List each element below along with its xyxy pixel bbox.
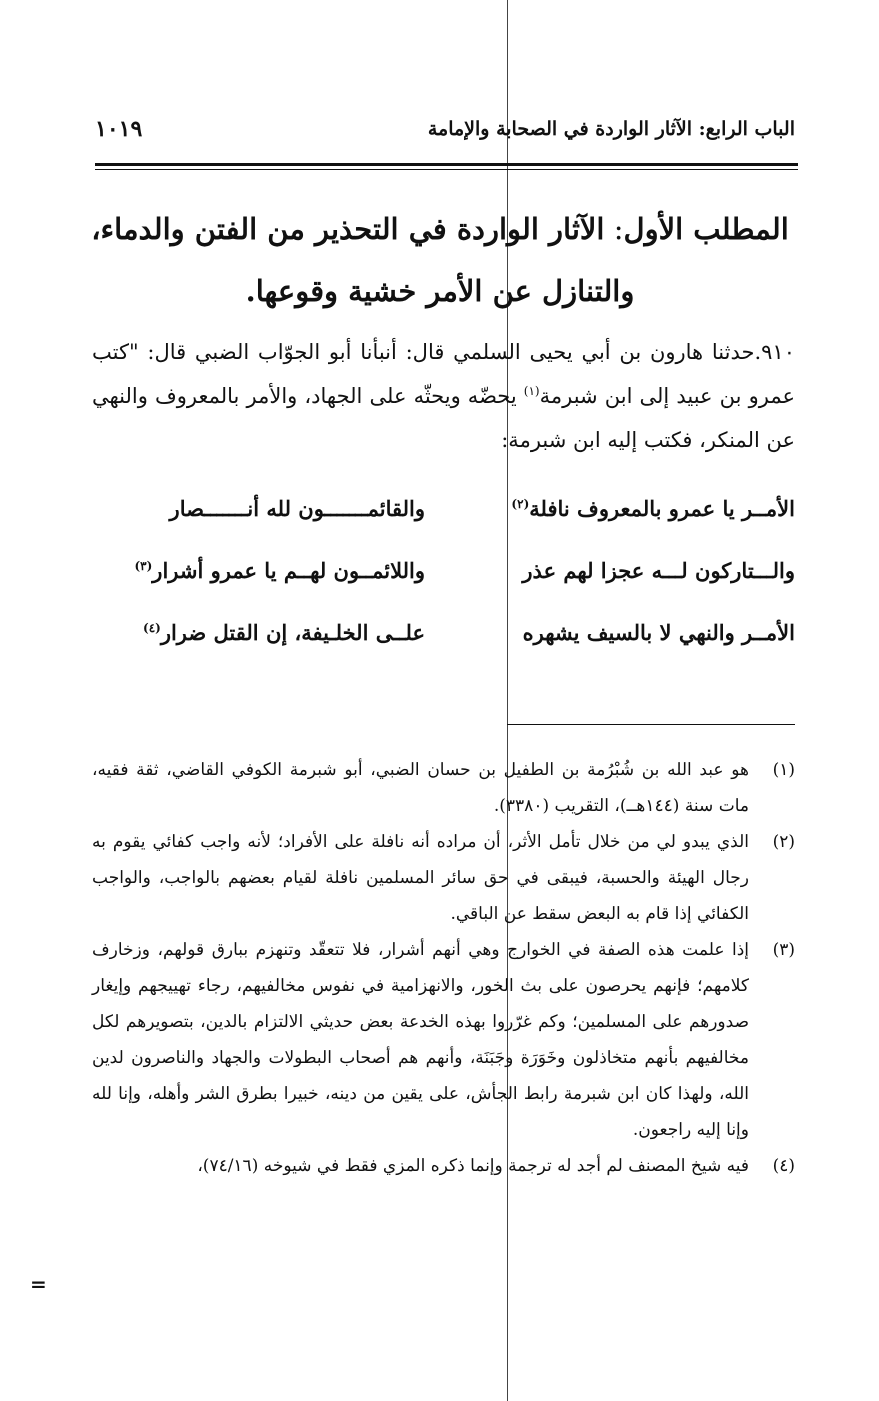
- footnote-number: (٢): [772, 832, 795, 852]
- heading-line-1: المطلب الأول: الآثار الواردة في التحذير من الفتن والدماء،: [91, 212, 789, 246]
- heading-rest: الآثار الواردة في التحذير من الفتن والدماء،: [91, 212, 605, 246]
- footnotes: [30, 752, 795, 1296]
- page-number: ١٠١٩: [95, 116, 143, 142]
- verse-3-first-hemistich: الأمــر والنهي لا بالسيف يشهره: [522, 620, 795, 645]
- verse-1-second-hemistich: والقائمـــــــون لله أنـــــــصار: [169, 496, 425, 521]
- footnote-ref-2: (٢): [511, 497, 530, 511]
- narration-text-end: يحضّه ويحثّه على الجهاد، والأمر بالمعروف والنهي عن المنكر، فكتب إليه ابن شبرمة:: [92, 384, 795, 452]
- verse-2-first-hemistich: والـــتاركون لـــه عجزا لهم عذر: [522, 558, 795, 583]
- footnote-4: [92, 1148, 795, 1184]
- verse-3-second-hemistich: علــى الخلـيفة، إن القتل ضرار$^{(٤)}$: [143, 620, 425, 645]
- footnote-1: [92, 752, 795, 824]
- footnote-number: (٣): [772, 940, 795, 960]
- header-rule-thin: [95, 169, 798, 170]
- footnote-number: (١): [772, 760, 795, 780]
- heading-lead: المطلب الأول: [623, 212, 789, 246]
- footnote-number: (٤): [772, 1156, 795, 1176]
- page-header: [95, 110, 795, 154]
- footnote-text: الذي يبدو لي من خلال تأمل الأثر، أن مراده أنه نافلة على الأفراد؛ لأنه واجب كفائي يقوم به رجال الهيئة والحسبة، فيبقى في حق سائر المسلمين نافلة لقيام بعضهم بالواجب، والواجب الكفائي إذا قام به البعض سقط عن الباقي.: [92, 832, 749, 924]
- footnote-ref-1: (١): [523, 384, 540, 398]
- footnote-ref-4: (٤): [143, 621, 161, 635]
- heading-line-2: والتنازل عن الأمر خشية وقوعها.: [245, 274, 635, 308]
- continuation-mark: =: [30, 1272, 47, 1296]
- footnote-text: فيه شيخ المصنف لم أجد له ترجمة وإنما ذكره المزي فقط في شيوخه (٧٤/١٦)،: [197, 1156, 749, 1176]
- footnote-2: [92, 824, 795, 932]
- narration-text: ٩١٠.حدثنا هارون بن أبي يحيى السلمي قال: أنبأنا أبو الجوّاب الضبي قال: "كتب عمرو بن عبيد إلى ابن شبرمة: [92, 340, 795, 408]
- footnote-ref-3: (٣): [134, 559, 153, 573]
- verse-2: [92, 558, 795, 620]
- footnote-3: [92, 932, 795, 1148]
- footnote-text: هو عبد الله بن شُبْرُمة بن الطفيل بن حسان الضبي، أبو شبرمة الكوفي القاضي، ثقة فقيه، مات سنة (١٤٤هــ)، التقريب (٣٣٨٠).: [92, 760, 749, 816]
- running-title: الباب الرابع: الآثار الواردة في الصحابة والإمامة: [427, 118, 795, 140]
- narration-paragraph: [92, 330, 795, 462]
- verse-2-second-hemistich: واللائمــون لهــم يا عمرو أشرار$^{(٣)}$: [134, 558, 425, 583]
- poem: [92, 496, 795, 682]
- verse-1: [92, 496, 795, 558]
- footnote-separator: [507, 724, 795, 725]
- verse-1-first-hemistich: الأمــر يا عمرو بالمعروف نافلة$^{(٢)}$: [511, 496, 795, 521]
- footnote-text: إذا علمت هذه الصفة في الخوارج وهي أنهم أشرار، فلا تتعقّد وتنهزم ببارق قولهم، وزخارف كلامهم؛ فإنهم يحرصون على بث الخور، والانهزامية في نفوس مخالفيهم، رجاء تهييجهم وإيغار صدورهم على المسلمين؛ وكم غرّروا بهذه الخدعة بعض حديثي الالتزام بالدين، بتصويرهم لكل مخالفيهم بأنهم متخاذلون وخَوَرَة وجَبَنَة، وأنهم هم أصحاب البطولات والجهاد والناصرون لدين الله، ولهذا كان ابن شبرمة رابط الجأش، على يقين من دينه، خبيرا بطرق الشر وأهله، وإنا لله وإنا إليه راجعون.: [92, 940, 749, 1140]
- header-rule-thick: [95, 163, 798, 166]
- verse-3: [92, 620, 795, 682]
- section-heading: [70, 198, 810, 322]
